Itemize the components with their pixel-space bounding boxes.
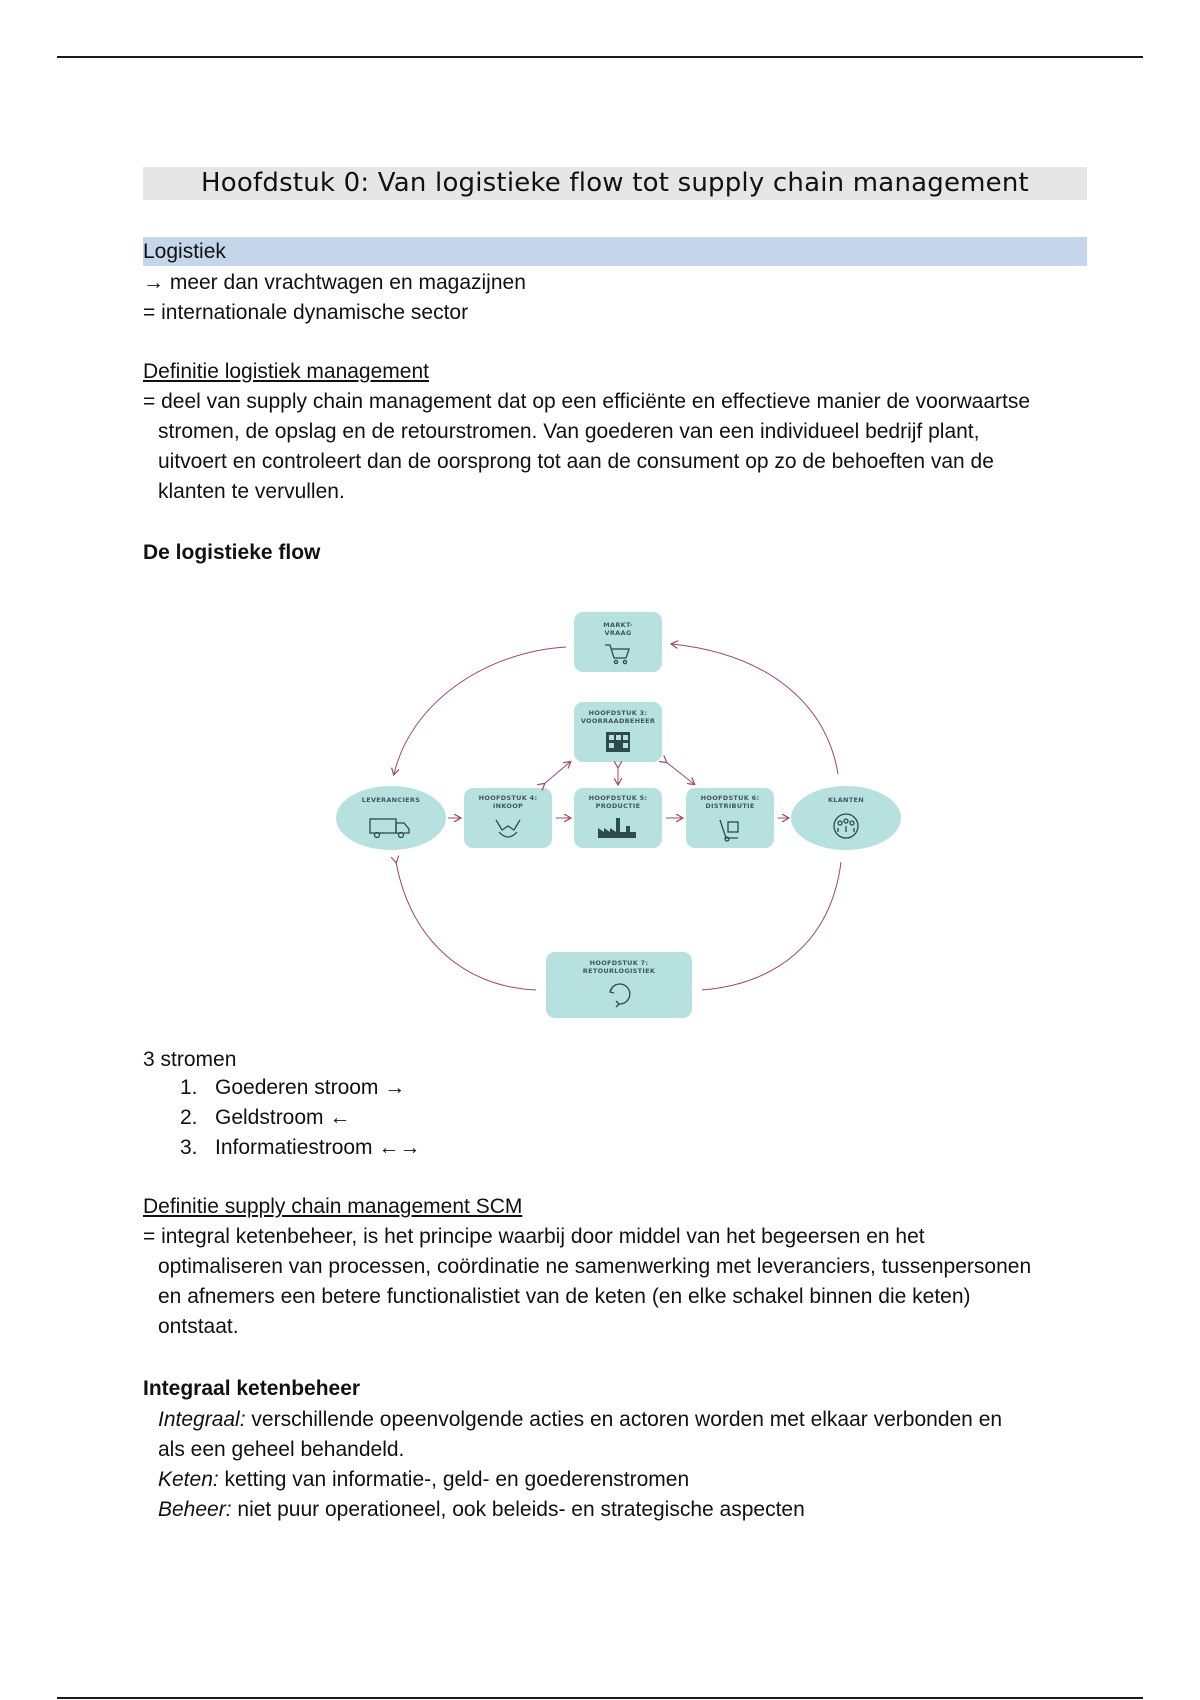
loop-arrow <box>394 647 566 774</box>
svg-text:HOOFDSTUK 3:: HOOFDSTUK 3: <box>588 709 648 717</box>
warehouse-icon <box>606 732 630 752</box>
top-rule <box>57 56 1143 58</box>
svg-text:LEVERANCIERS: LEVERANCIERS <box>361 796 421 804</box>
node-marktvraag <box>574 612 662 672</box>
definitie-scm-paragraph <box>143 1222 1087 1342</box>
svg-text:HOOFDSTUK 5:: HOOFDSTUK 5: <box>588 794 648 802</box>
list-item <box>180 1133 420 1163</box>
paragraph-line: en afnemers een betere functionalistiet van de keten (en elke schakel binnen die keten) <box>158 1285 971 1308</box>
svg-text:HOOFDSTUK 7:: HOOFDSTUK 7: <box>589 959 649 967</box>
logistieke-flow-heading: De logistieke flow <box>143 541 321 564</box>
list-number: 2. <box>180 1106 198 1129</box>
integraal-line <box>158 1435 404 1465</box>
node-productie <box>574 788 662 848</box>
svg-text:VRAAG: VRAAG <box>604 629 632 637</box>
list-item <box>180 1073 405 1103</box>
term: Keten: <box>158 1468 219 1491</box>
logistiek-line-2: = internationale dynamische sector <box>143 301 469 324</box>
list-item <box>180 1103 350 1133</box>
term-definition: ketting van informatie-, geld- en goederenstromen <box>218 1468 690 1491</box>
svg-text:MARKT-: MARKT- <box>603 621 633 629</box>
node-voorraadbeheer <box>574 702 662 762</box>
term-definition: als een geheel behandeld. <box>158 1438 405 1461</box>
beheer-line <box>158 1495 805 1525</box>
loop-arrow <box>396 862 536 990</box>
keten-line <box>158 1465 689 1495</box>
list-text: Informatiestroom ←→ <box>215 1136 421 1159</box>
node-inkoop <box>464 788 552 848</box>
term: Beheer: <box>158 1498 232 1521</box>
term-definition: verschillende opeenvolgende acties en actoren worden met elkaar verbonden en <box>245 1408 1003 1431</box>
chapter-title: Hoofdstuk 0: Van logistieke flow tot supply chain management <box>143 167 1087 200</box>
loop-arrow <box>672 644 838 774</box>
stromen-intro: 3 stromen <box>143 1048 237 1071</box>
paragraph-line: optimaliseren van processen, coördinatie ne samenwerking met leveranciers, tussenpersonen <box>158 1255 1032 1278</box>
svg-text:RETOURLOGISTIEK: RETOURLOGISTIEK <box>582 967 656 975</box>
node-klanten <box>791 786 901 850</box>
flow-arrow <box>544 762 570 784</box>
paragraph-line: ontstaat. <box>158 1315 239 1338</box>
node-leveranciers <box>336 786 446 850</box>
paragraph-line: uitvoert en controleert dan de oorsprong tot aan de consument op zo de behoeften van de <box>158 450 994 473</box>
node-retourlogistiek <box>546 952 692 1018</box>
paragraph-line: = deel van supply chain management dat op een efficiënte en effectieve manier de voorwaartse <box>143 390 1031 413</box>
section-heading-logistiek: Logistiek <box>143 237 1087 266</box>
svg-text:KLANTEN: KLANTEN <box>827 796 865 804</box>
logistieke-flow-diagram <box>336 592 902 1022</box>
svg-text:HOOFDSTUK 4:: HOOFDSTUK 4: <box>478 794 538 802</box>
bottom-rule <box>57 1697 1143 1699</box>
integraal-ketenbeheer-heading: Integraal ketenbeheer <box>143 1377 361 1400</box>
integraal-line <box>158 1405 1002 1435</box>
loop-arrow <box>702 862 841 990</box>
definitie-logistiek-heading: Definitie logistiek management <box>143 360 429 383</box>
paragraph-line: klanten te vervullen. <box>158 480 345 503</box>
term: Integraal: <box>158 1408 246 1431</box>
paragraph-line: = integral ketenbeheer, is het principe waarbij door middel van het begeersen en het <box>143 1225 925 1248</box>
definitie-scm-heading: Definitie supply chain management SCM <box>143 1195 523 1218</box>
list-number: 1. <box>180 1076 198 1099</box>
definitie-logistiek-paragraph <box>143 387 1087 507</box>
flow-arrow <box>666 762 694 784</box>
logistiek-line-1: → meer dan vrachtwagen en magazijnen <box>143 271 526 294</box>
svg-text:INKOOP: INKOOP <box>492 802 524 810</box>
svg-text:DISTRIBUTIE: DISTRIBUTIE <box>705 802 755 810</box>
flow-diagram-svg <box>336 592 902 1022</box>
svg-text:PRODUCTIE: PRODUCTIE <box>595 802 641 810</box>
paragraph-line: stromen, de opslag en de retourstromen. Van goederen van een individueel bedrijf plant, <box>158 420 980 443</box>
list-number: 3. <box>180 1136 198 1159</box>
svg-text:VOORRAADBEHEER: VOORRAADBEHEER <box>580 717 656 725</box>
svg-text:HOOFDSTUK 6:: HOOFDSTUK 6: <box>700 794 760 802</box>
list-text: Geldstroom ← <box>215 1106 351 1129</box>
list-text: Goederen stroom → <box>215 1076 406 1099</box>
node-distributie <box>686 788 774 848</box>
term-definition: niet puur operationeel, ook beleids- en strategische aspecten <box>231 1498 805 1521</box>
